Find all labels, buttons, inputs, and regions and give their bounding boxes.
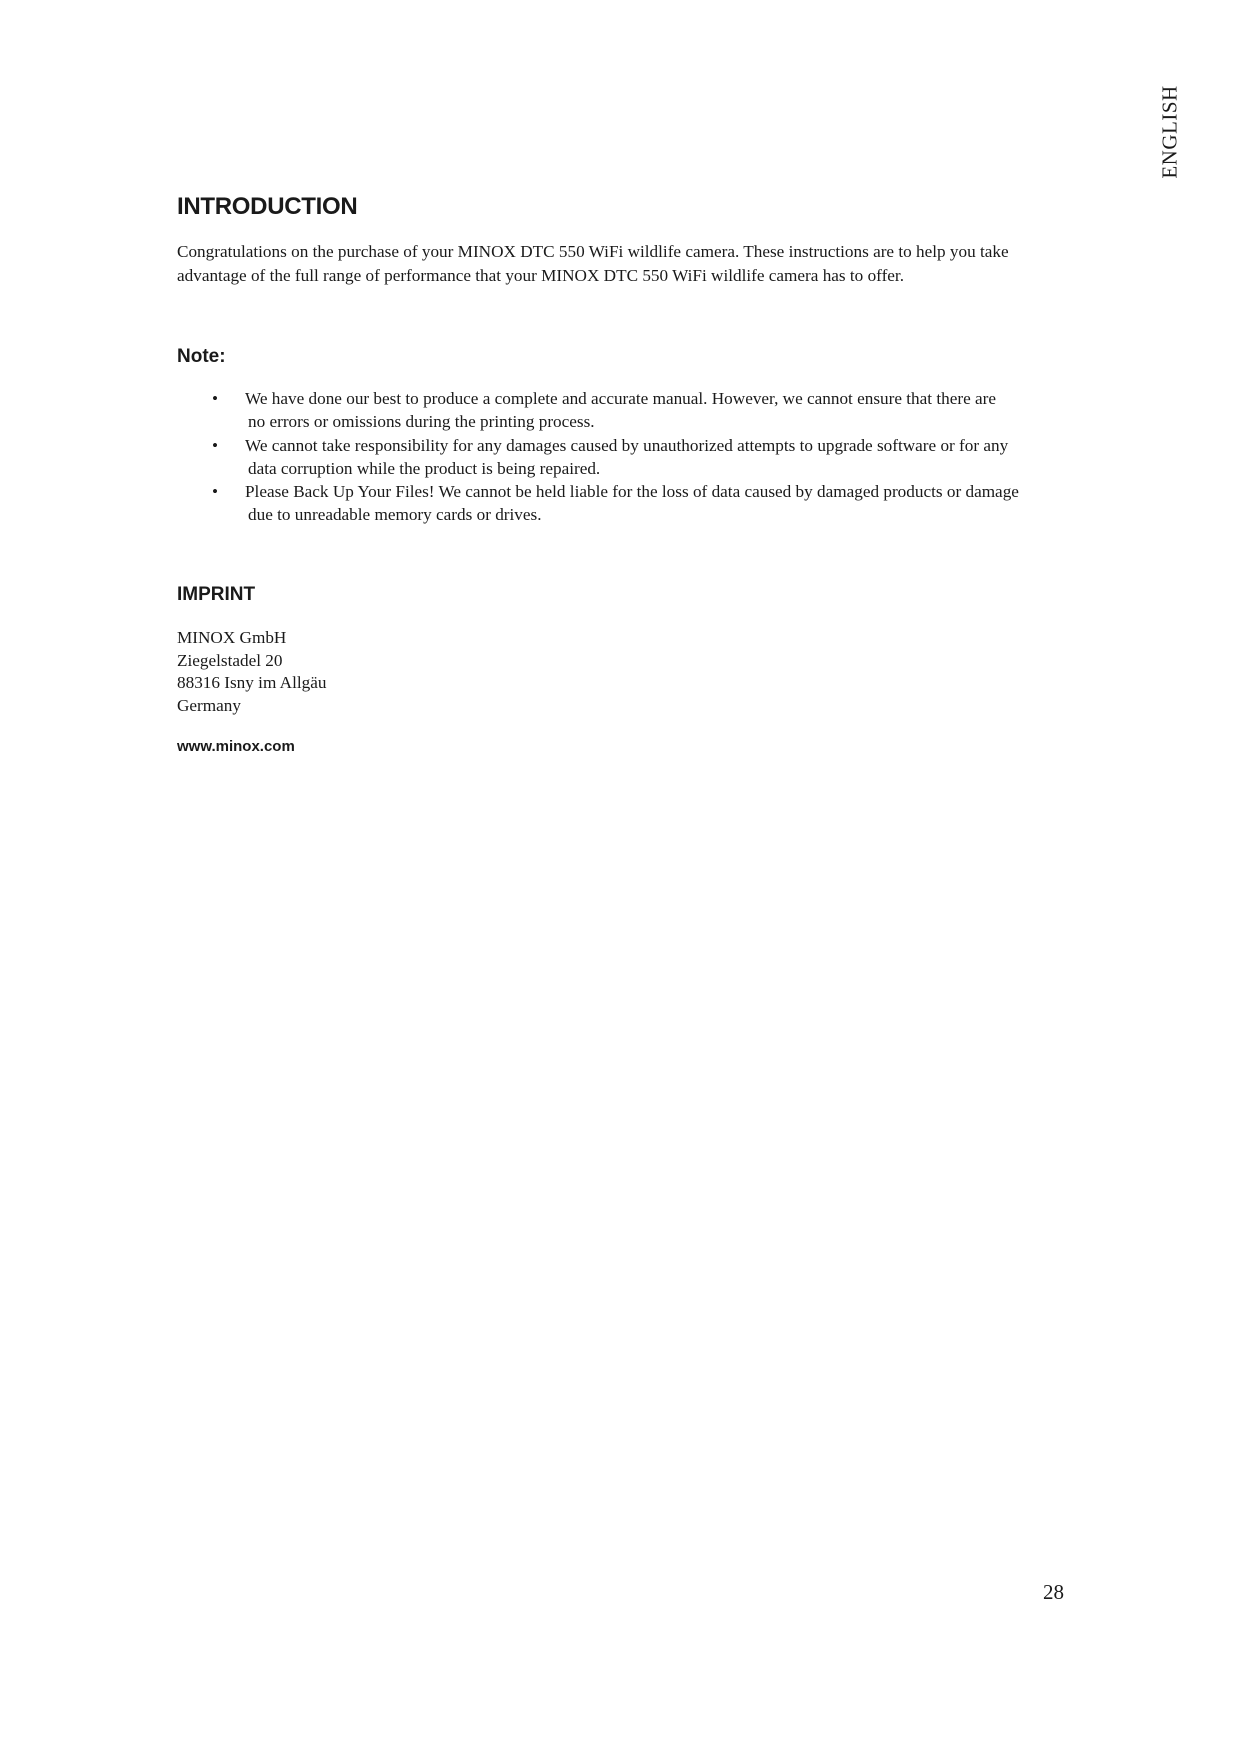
language-tab	[1155, 84, 1185, 180]
bullet-icon: •	[212, 389, 219, 408]
note-item	[177, 434, 1067, 481]
address-company: MINOX GmbH	[177, 628, 287, 647]
note-item-text-line1: Please Back Up Your Files! We cannot be held liable for the loss of data caused by damaged products or damage	[245, 482, 1019, 502]
note-list	[177, 387, 1067, 527]
imprint-heading: IMPRINT	[177, 584, 256, 605]
address-street: Ziegelstadel 20	[177, 650, 283, 670]
introduction-heading: INTRODUCTION	[177, 193, 358, 220]
language-tab-label: ENGLISH	[1157, 85, 1182, 179]
note-item-text-line2: due to unreadable memory cards or drives.	[248, 505, 542, 525]
address-country: Germany	[177, 695, 241, 715]
imprint-address	[177, 627, 326, 717]
website-link: www.minox.com	[177, 738, 295, 755]
note-item-text-line2: data corruption while the product is being repaired.	[248, 458, 601, 478]
address-city: 88316 Isny im Allgäu	[177, 673, 327, 692]
note-item	[177, 480, 1067, 527]
bullet-icon: •	[212, 435, 219, 455]
note-item-text-line2: no errors or omissions during the printing process.	[248, 412, 595, 432]
note-item-text-line1: We have done our best to produce a complete and accurate manual. However, we cannot ensure that there are	[245, 389, 996, 408]
note-item	[177, 387, 1067, 434]
note-heading: Note:	[177, 346, 226, 367]
introduction-paragraph: Congratulations on the purchase of your MINOX DTC 550 WiFi wildlife camera. These instructions are to help you take advantage of the full range of performance that your MINOX DTC 550 WiFi wildlife camera has to offer.	[177, 242, 1009, 285]
page-number: 28	[1043, 1580, 1064, 1604]
note-item-text-line1: We cannot take responsibility for any damages caused by unauthorized attempts to upgrade software or for any	[245, 435, 1009, 455]
bullet-icon: •	[212, 482, 219, 502]
